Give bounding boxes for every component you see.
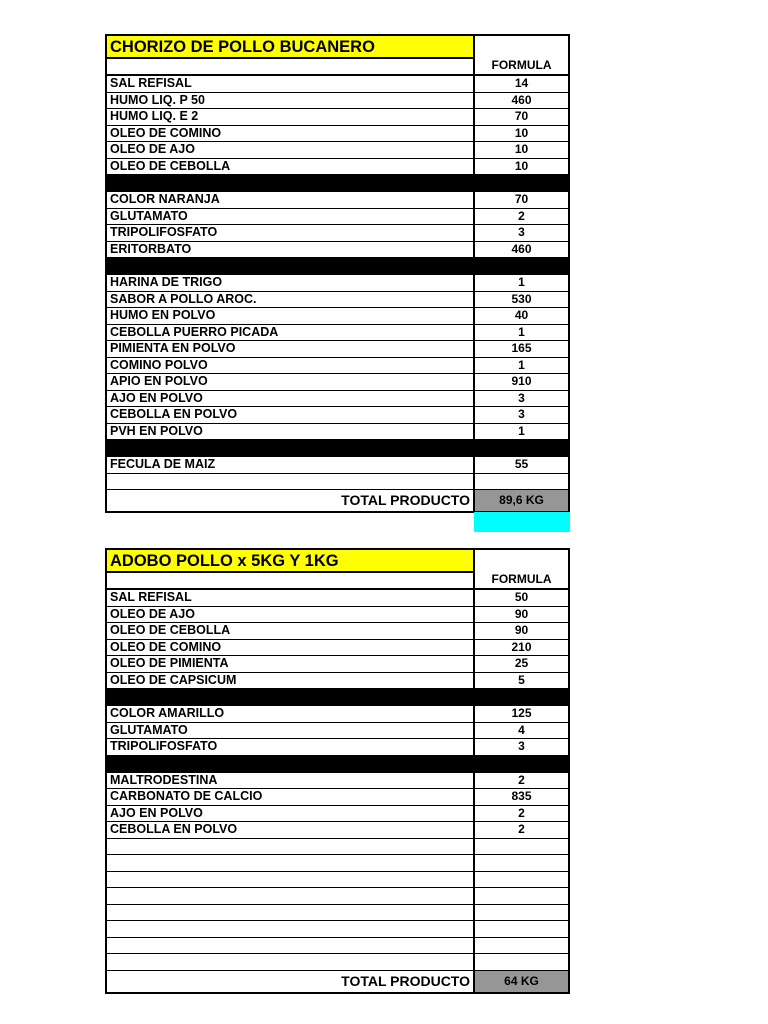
formula-column-header: FORMULA: [491, 58, 552, 72]
ingredient-row: [107, 739, 568, 756]
ingredient-name: [107, 855, 475, 871]
ingredient-name: OLEO DE AJO: [107, 607, 475, 623]
ingredient-name: CEBOLLA EN POLVO: [107, 407, 475, 423]
ingredient-amount: 90: [514, 606, 529, 621]
ingredient-amount: 5: [518, 672, 525, 687]
ingredient-amount: [475, 855, 568, 871]
ingredient-name: OLEO DE CEBOLLA: [107, 623, 475, 639]
ingredient-row: [107, 76, 568, 93]
ingredient-row: [107, 341, 568, 358]
ingredient-amount: 1: [518, 324, 525, 339]
ingredient-amount: 1: [518, 357, 525, 372]
ingredient-row: [107, 723, 568, 740]
recipe-table-chorizo: [105, 34, 570, 513]
ingredient-row: [107, 292, 568, 309]
ingredient-name: TRIPOLIFOSFATO: [107, 225, 475, 241]
ingredient-row: [107, 209, 568, 226]
ingredient-name: FECULA DE MAIZ: [107, 457, 475, 473]
ingredient-name: CARBONATO DE CALCIO: [107, 789, 475, 805]
ingredient-amount: 40: [514, 308, 529, 322]
ingredient-amount: 210: [511, 639, 532, 654]
ingredient-row: [107, 888, 568, 905]
recipe-table-adobo: [105, 548, 570, 994]
ingredient-row: [107, 905, 568, 922]
ingredient-row: [107, 424, 568, 441]
table-header: [107, 36, 568, 76]
table-header: [107, 550, 568, 590]
ingredient-amount: 1: [518, 275, 525, 289]
ingredient-row: [107, 275, 568, 292]
ingredient-row: [107, 474, 568, 491]
section-separator: [107, 689, 568, 706]
ingredient-name: [107, 872, 475, 888]
formula-column-header: FORMULA: [491, 572, 552, 586]
ingredient-amount: 3: [518, 739, 525, 753]
ingredient-row: [107, 656, 568, 673]
ingredient-amount: [475, 938, 568, 954]
ingredient-amount: 10: [514, 142, 529, 156]
ingredient-name: COLOR NARANJA: [107, 192, 475, 208]
ingredient-name: [107, 938, 475, 954]
ingredient-amount: [475, 474, 568, 490]
ingredient-name: MALTRODESTINA: [107, 773, 475, 789]
total-value: 89,6 KG: [475, 490, 568, 511]
ingredient-name: SABOR A POLLO AROC.: [107, 292, 475, 308]
ingredient-amount: 3: [518, 390, 525, 405]
total-row: [107, 971, 568, 992]
ingredient-name: [107, 888, 475, 904]
ingredient-row: [107, 109, 568, 126]
ingredient-row: [107, 457, 568, 474]
ingredient-name: OLEO DE CAPSICUM: [107, 673, 475, 689]
ingredient-amount: 4: [518, 722, 525, 737]
total-row: [107, 490, 568, 511]
ingredient-name: HUMO EN POLVO: [107, 308, 475, 324]
ingredient-amount: [475, 888, 568, 904]
ingredient-amount: 2: [518, 772, 525, 787]
title-cell: [107, 550, 475, 588]
ingredient-amount: 3: [518, 225, 525, 239]
ingredient-amount: 55: [514, 457, 529, 471]
ingredient-name: SAL REFISAL: [107, 76, 475, 92]
ingredient-amount: 10: [514, 158, 529, 173]
highlight-cell: [474, 512, 570, 532]
title-cell: [107, 36, 475, 74]
ingredient-row: [107, 407, 568, 424]
ingredient-row: [107, 839, 568, 856]
ingredient-amount: [475, 905, 568, 921]
ingredient-row: [107, 93, 568, 110]
ingredient-row: [107, 225, 568, 242]
ingredient-name: HUMO LIQ. E 2: [107, 109, 475, 125]
ingredient-amount: 165: [511, 341, 532, 355]
ingredient-amount: [475, 921, 568, 937]
ingredient-amount: 3: [518, 407, 525, 421]
ingredient-row: [107, 921, 568, 938]
ingredient-row: [107, 789, 568, 806]
ingredient-row: [107, 855, 568, 872]
ingredient-amount: 90: [514, 623, 529, 637]
ingredient-row: [107, 192, 568, 209]
ingredient-amount: 910: [511, 374, 532, 388]
ingredient-row: [107, 325, 568, 342]
ingredient-amount: 835: [511, 789, 532, 803]
ingredient-name: AJO EN POLVO: [107, 806, 475, 822]
ingredient-row: [107, 358, 568, 375]
recipe-title: CHORIZO DE POLLO BUCANERO: [107, 36, 473, 59]
ingredient-name: CEBOLLA EN POLVO: [107, 822, 475, 838]
ingredient-amount: 14: [514, 76, 529, 90]
ingredient-amount: 10: [514, 125, 529, 140]
ingredient-name: [107, 839, 475, 855]
ingredient-amount: [475, 839, 568, 855]
ingredient-row: [107, 308, 568, 325]
ingredient-row: [107, 142, 568, 159]
ingredient-name: OLEO DE COMINO: [107, 640, 475, 656]
total-label: TOTAL PRODUCTO: [107, 971, 475, 992]
total-label: TOTAL PRODUCTO: [107, 490, 475, 511]
ingredient-name: HARINA DE TRIGO: [107, 275, 475, 291]
ingredient-name: TRIPOLIFOSFATO: [107, 739, 475, 755]
ingredient-name: OLEO DE AJO: [107, 142, 475, 158]
ingredient-amount: 530: [511, 291, 532, 306]
ingredient-name: OLEO DE PIMIENTA: [107, 656, 475, 672]
ingredient-row: [107, 706, 568, 723]
ingredient-row: [107, 623, 568, 640]
ingredient-amount: 125: [511, 706, 532, 720]
ingredient-name: GLUTAMATO: [107, 723, 475, 739]
ingredient-amount: 460: [511, 241, 532, 256]
section-separator: [107, 175, 568, 192]
ingredient-row: [107, 391, 568, 408]
ingredient-row: [107, 126, 568, 143]
ingredient-amount: 2: [518, 805, 525, 820]
ingredient-amount: 70: [514, 192, 529, 206]
ingredient-amount: 460: [511, 92, 532, 107]
ingredient-name: [107, 905, 475, 921]
ingredient-name: [107, 954, 475, 970]
ingredient-name: ERITORBATO: [107, 242, 475, 258]
ingredient-row: [107, 673, 568, 690]
ingredient-name: PIMIENTA EN POLVO: [107, 341, 475, 357]
total-value: 64 KG: [475, 971, 568, 992]
ingredient-row: [107, 806, 568, 823]
ingredient-row: [107, 822, 568, 839]
ingredient-row: [107, 607, 568, 624]
ingredient-row: [107, 590, 568, 607]
ingredient-name: OLEO DE CEBOLLA: [107, 159, 475, 175]
ingredient-row: [107, 374, 568, 391]
ingredient-row: [107, 954, 568, 971]
ingredient-name: OLEO DE COMINO: [107, 126, 475, 142]
ingredient-name: PVH EN POLVO: [107, 424, 475, 440]
ingredient-row: [107, 872, 568, 889]
ingredient-row: [107, 773, 568, 790]
ingredient-row: [107, 640, 568, 657]
ingredient-name: HUMO LIQ. P 50: [107, 93, 475, 109]
ingredient-rows: [107, 76, 568, 490]
ingredient-amount: 2: [518, 208, 525, 223]
recipe-title: ADOBO POLLO x 5KG Y 1KG: [107, 550, 473, 573]
ingredient-rows: [107, 590, 568, 971]
section-separator: [107, 440, 568, 457]
ingredient-row: [107, 242, 568, 259]
ingredient-name: AJO EN POLVO: [107, 391, 475, 407]
ingredient-amount: 2: [518, 822, 525, 836]
ingredient-amount: 25: [514, 656, 529, 670]
ingredient-name: COMINO POLVO: [107, 358, 475, 374]
ingredient-amount: 70: [514, 109, 529, 123]
ingredient-name: GLUTAMATO: [107, 209, 475, 225]
ingredient-amount: 1: [518, 423, 525, 438]
ingredient-name: [107, 921, 475, 937]
ingredient-name: [107, 474, 475, 490]
section-separator: [107, 756, 568, 773]
ingredient-row: [107, 938, 568, 955]
ingredient-name: COLOR AMARILLO: [107, 706, 475, 722]
ingredient-amount: 50: [514, 590, 529, 604]
ingredient-amount: [475, 872, 568, 888]
ingredient-name: APIO EN POLVO: [107, 374, 475, 390]
ingredient-amount: [475, 954, 568, 970]
ingredient-name: SAL REFISAL: [107, 590, 475, 606]
ingredient-row: [107, 159, 568, 176]
section-separator: [107, 258, 568, 275]
ingredient-name: CEBOLLA PUERRO PICADA: [107, 325, 475, 341]
